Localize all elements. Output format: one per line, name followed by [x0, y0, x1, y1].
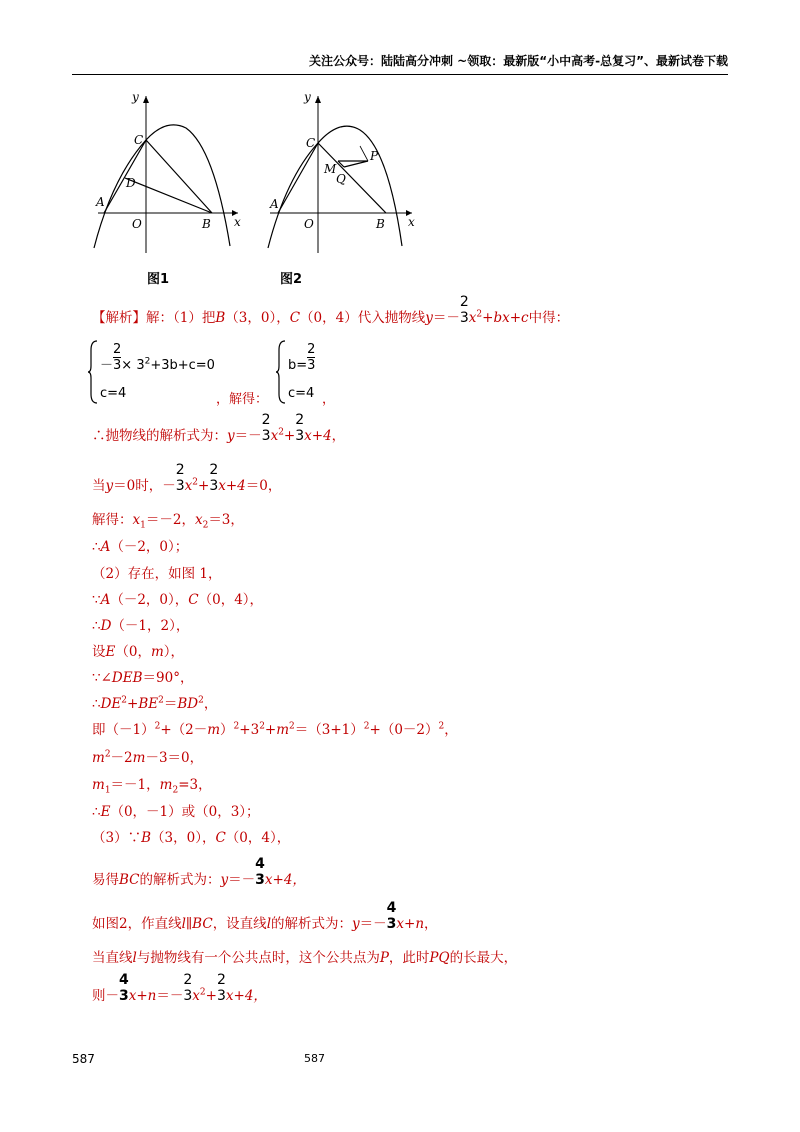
left-brace-2: [276, 340, 286, 404]
fig1-label-y: y: [132, 90, 139, 104]
solution-line-8: ∵A（－2，0），C（0，4），: [92, 592, 264, 608]
solution-line-9: ∴D（－1，2），: [92, 618, 190, 634]
page-number-left: 587: [72, 1052, 95, 1066]
fraction-two-thirds: 2 3: [459, 294, 469, 326]
figure-2-caption: 图2: [280, 272, 303, 287]
page-number-center: 587: [304, 1052, 325, 1065]
solution-line-7: （2）存在，如图 1，: [92, 566, 222, 582]
system-1-row-1: － $\frac{2}{3}$ × $3^2+3b+c=0$: [100, 342, 215, 373]
solution-line-16: ∴E（0，－1）或（0，3）；: [92, 804, 260, 820]
solution-line-12: $\therefore DE^2+BE^2=BD^2$，: [92, 695, 218, 712]
solution-line-17: （3）∵B（3，0），C（0，4），: [92, 830, 291, 846]
system-mid-text: ，解得：: [216, 392, 269, 407]
solution-line-13: 即$(-1)^2+(2-m)^2+3^2+m^2=(3+1)^2+(0-2)^2$，: [92, 721, 458, 738]
solution-line-3: ∴抛物线的解析式为：y＝－ 2 3 $x^2+$ 2 3 x+4，: [92, 412, 346, 444]
fig2-label-o: O: [304, 217, 314, 231]
fig2-label-p: P: [370, 149, 379, 163]
figure-2: [260, 88, 420, 258]
solution-line-4: 当y＝0时，－ 2 3 $x^2+$ 2 3 x+4＝0，: [92, 462, 282, 494]
page-header: 关注公众号：陆陆高分冲刺 ~领取：最新版“小中高考-总复习”、最新试卷下载: [72, 54, 728, 75]
solution-line-1: 【解析】解：（1）把B（3，0），C（0，4）代入抛物线y＝－ 2 3 $x^2+bx+c$中得：: [92, 294, 570, 326]
left-brace-1: [88, 340, 98, 404]
solution-line-18: 易得BC的解析式为：y＝－ 4 3 x+4，: [92, 856, 306, 888]
solution-line-6: ∴A（－2，0）；: [92, 539, 189, 555]
fig2-label-a: A: [270, 197, 279, 211]
fig1-label-a: A: [96, 195, 105, 209]
system-2-row-2: c=4: [288, 386, 315, 401]
fig2-label-b: B: [376, 217, 385, 231]
system-1-row-2: c=4: [100, 386, 127, 401]
fig1-label-o: O: [132, 217, 142, 231]
solution-line-15: $m_1=-1$，$m_2=3$，: [92, 777, 212, 796]
solution-line-19: 如图2，作直线l∥BC，设直线l的解析式为：y＝－ 4 3 x+n，: [92, 900, 438, 932]
fig2-label-c: C: [306, 136, 316, 150]
solution-line-21: 则－ 4 3 x+n＝－ 2 3 $x^2+$ 2 3 x+4，: [92, 972, 267, 1004]
fig2-label-m: M: [324, 162, 337, 176]
fig1-label-x: x: [234, 215, 241, 229]
figure-1: [88, 88, 248, 258]
fig1-label-d: D: [126, 176, 136, 190]
fig1-label-b: B: [202, 217, 211, 231]
solution-line-14: $m^2-2m-3=0$，: [92, 749, 204, 766]
fig1-label-c: C: [134, 133, 144, 147]
system-end-text: ，: [322, 392, 336, 407]
fig2-label-x: x: [408, 215, 415, 229]
fig2-label-q: Q: [336, 172, 346, 186]
fig2-label-y: y: [304, 90, 311, 104]
system-2-row-1: b= $\frac{2}{3}$: [288, 342, 316, 373]
solution-line-5: 解得：$x_1=-2$，$x_2=3$，: [92, 512, 244, 531]
solution-line-11: ∵∠DEB＝90°，: [92, 670, 194, 686]
figure-1-caption: 图1: [147, 272, 170, 287]
solution-line-10: 设E（0，m），: [92, 644, 185, 660]
solution-line-20: 当直线l与抛物线有一个公共点时，这个公共点为P，此时PQ的长最大，: [92, 950, 518, 966]
